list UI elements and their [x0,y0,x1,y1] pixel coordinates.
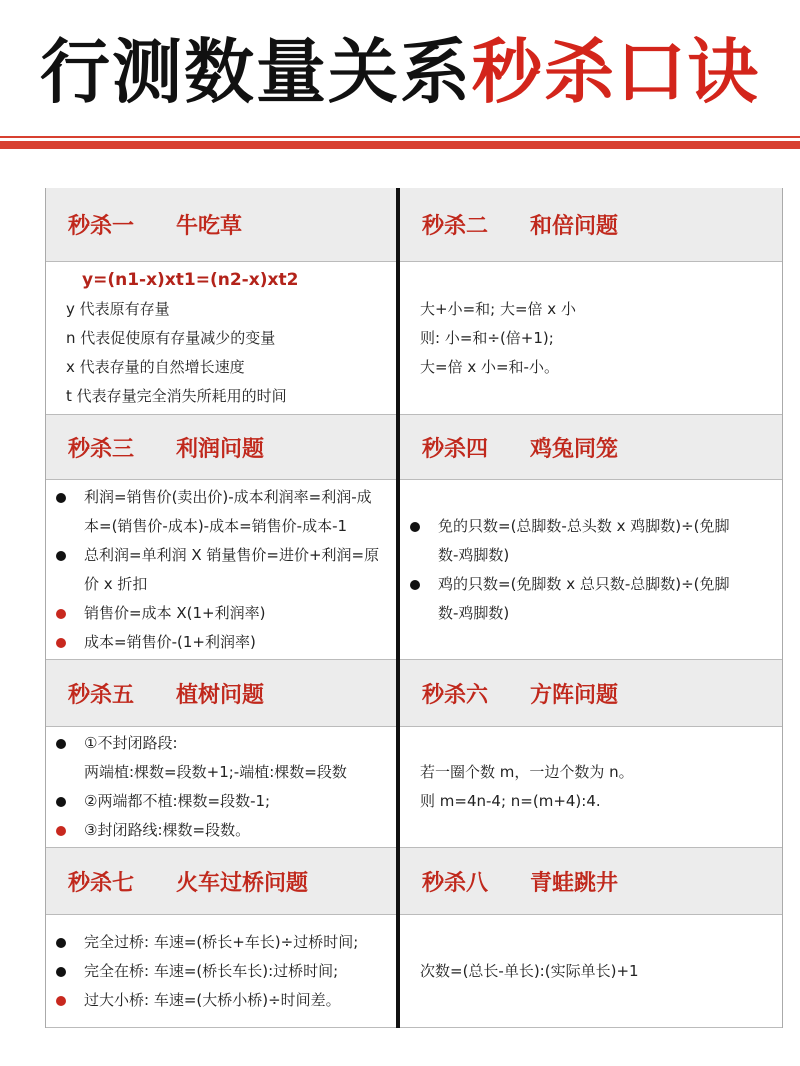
item-continuation: 数-鸡脚数) [438,603,510,622]
bullet-icon [56,967,66,977]
section-number: 秒杀七 [68,870,135,896]
item-continuation: 数-鸡脚数) [438,545,510,564]
text-line: 大+小=和; 大=倍 x 小 [420,299,576,318]
item-text: 销售价=成本 X(1+利润率) [84,603,266,622]
bullet-icon [56,938,66,948]
section-header [46,188,396,262]
list-item [66,787,396,816]
section-topic: 植树问题 [176,682,265,708]
section-header [400,848,782,915]
item-text: ①不封闭路段: [84,734,178,752]
divider-thick [0,141,800,149]
bullet-icon [56,996,66,1006]
section-body [46,480,396,660]
section-body [46,915,396,1028]
section-topic: 方阵问题 [530,682,619,708]
section-topic: 牛吃草 [176,214,243,239]
item-text: 完全在桥: 车速=(桥长车长):过桥时间; [84,961,339,980]
item-continuation: 价 x 折扣 [84,574,148,593]
list-item [420,512,782,570]
section-number: 秒杀四 [422,436,489,462]
item-text: 鸡的只数=(免脚数 x 总只数-总脚数)÷(免脚 [438,574,730,593]
item-continuation: 本=(销售价-成本)-成本=销售价-成本-1 [84,516,348,535]
section-body [400,262,782,415]
list-item [420,570,782,628]
bullet-icon [56,826,66,836]
bullet-icon [410,522,420,532]
text-line: y 代表原有存量 [66,299,170,318]
bullet-icon [410,580,420,590]
title-red: 秒杀口诀 [472,31,760,113]
text-line: 若一圈个数 m，一边个数为 n。 [420,763,634,781]
list-item [66,729,396,787]
item-text: ②两端都不植:棵数=段数-1; [84,792,271,810]
item-text: 完全过桥: 车速=(桥长+车长)÷过桥时间; [84,932,359,951]
bullet-icon [56,739,66,749]
section-body [46,727,396,848]
item-text: ③封闭路线:棵数=段数。 [84,821,251,839]
text-line: x 代表存量的自然增长速度 [66,357,245,376]
section-body [400,480,782,660]
bullet-icon [56,551,66,561]
section-body [400,915,782,1028]
list-item [66,986,396,1015]
list-item [66,628,396,657]
section-number: 秒杀五 [68,682,135,708]
title-black: 行测数量关系 [40,31,472,113]
section-body [400,727,782,848]
section-number: 秒杀六 [422,682,489,708]
text-line: 次数=(总长-单长):(实际单长)+1 [420,961,639,980]
divider-thin [0,136,800,138]
section-topic: 利润问题 [176,436,265,462]
text-line: 则 m=4n-4; n=(m+4):4. [420,792,601,810]
list-item [66,599,396,628]
bullet-icon [56,797,66,807]
section-topic: 火车过桥问题 [176,870,309,896]
list-item [66,816,396,845]
bullet-icon [56,638,66,648]
section-topic: 青蛙跳井 [530,870,619,896]
section-header [400,188,782,262]
text-line: 大=倍 x 小=和-小。 [420,357,559,376]
item-continuation: 两端植:棵数=段数+1;-端植:棵数=段数 [84,763,347,781]
bullet-icon [56,493,66,503]
item-text: 成本=销售价-(1+利润率) [84,632,256,651]
column-divider [396,188,400,1028]
section-number: 秒杀八 [422,870,489,896]
text-line: t 代表存量完全消失所耗用的时间 [66,386,287,405]
list-item [66,957,396,986]
section-header [46,848,396,915]
section-topic: 鸡兔同笼 [530,436,619,462]
list-item [66,928,396,957]
section-number: 秒杀二 [422,214,489,239]
page-title [0,22,800,122]
section-body [46,262,396,415]
section-header [46,415,396,480]
list-item [66,483,396,541]
section-header [46,660,396,727]
list-item [66,541,396,599]
section-header [400,660,782,727]
section-header [400,415,782,480]
text-line: n 代表促使原有存量减少的变量 [66,328,276,347]
item-text: 利润=销售价(卖出价)-成本利润率=利润-成 [84,487,372,506]
bullet-icon [56,609,66,619]
section-number: 秒杀三 [68,436,135,462]
section-topic: 和倍问题 [530,214,619,239]
section-number: 秒杀一 [68,214,135,239]
formula: y=(n1-x)xt1=(n2-x)xt2 [82,269,299,290]
item-text: 过大小桥: 车速=(大桥小桥)÷时间差。 [84,990,341,1009]
item-text: 免的只数=(总脚数-总头数 x 鸡脚数)÷(免脚 [438,516,730,535]
text-line: 则: 小=和÷(倍+1); [420,328,554,347]
item-text: 总利润=单利润 X 销量售价=进价+利润=原 [84,545,380,564]
